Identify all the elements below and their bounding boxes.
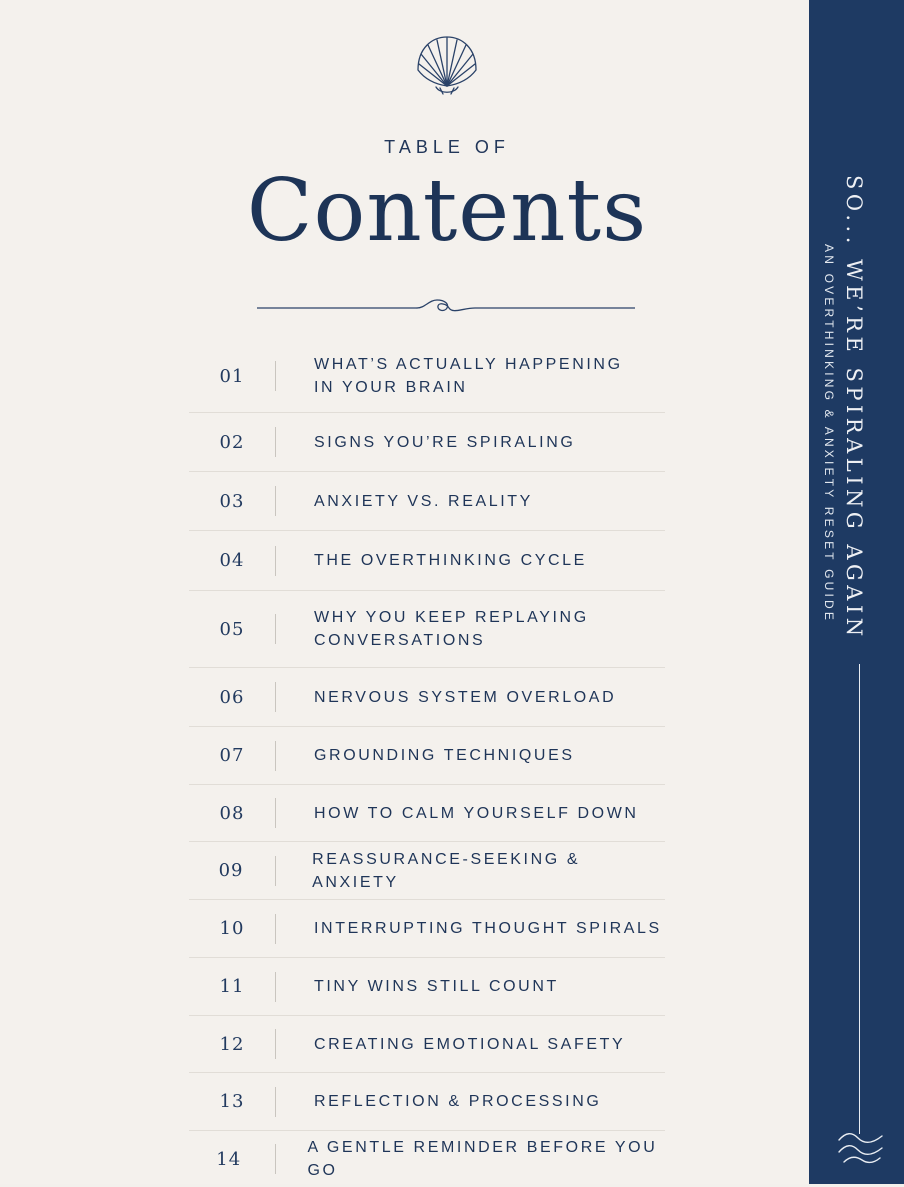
chapter-number: 03 <box>219 490 245 512</box>
chapter-title-line-2: IN YOUR BRAIN <box>314 379 468 396</box>
toc-row[interactable] <box>189 727 665 785</box>
toc-row[interactable] <box>189 1073 665 1131</box>
row-divider <box>275 741 276 771</box>
row-divider <box>275 914 276 944</box>
chapter-title: NERVOUS SYSTEM OVERLOAD <box>314 688 617 706</box>
chapter-number: 06 <box>219 686 245 708</box>
toc-row[interactable] <box>189 591 665 668</box>
toc-row[interactable] <box>189 842 665 900</box>
chapter-title: REFLECTION & PROCESSING <box>314 1093 602 1110</box>
row-divider <box>275 856 276 886</box>
chapter-title: THE OVERTHINKING CYCLE <box>314 552 587 569</box>
wave-divider-icon <box>257 292 635 318</box>
chapter-number: 14 <box>216 1148 242 1170</box>
waves-icon <box>836 1126 886 1166</box>
chapter-number: 08 <box>219 802 245 824</box>
toc-list <box>189 340 665 1187</box>
chapter-number: 05 <box>219 618 245 640</box>
row-divider <box>275 486 276 516</box>
row-divider <box>275 427 276 457</box>
chapter-number: 11 <box>219 976 245 997</box>
chapter-number: 04 <box>219 550 245 571</box>
chapter-title-line-1: WHY YOU KEEP REPLAYING <box>314 609 589 626</box>
row-divider <box>275 798 276 828</box>
toc-row[interactable] <box>189 1016 665 1073</box>
chapter-number: 02 <box>219 431 245 453</box>
toc-row[interactable] <box>189 785 665 842</box>
toc-row[interactable] <box>189 472 665 531</box>
chapter-number: 01 <box>219 365 245 387</box>
row-divider <box>275 361 276 391</box>
toc-row[interactable] <box>189 900 665 958</box>
chapter-title-line-2: CONVERSATIONS <box>314 632 486 649</box>
toc-row[interactable] <box>189 668 665 727</box>
chapter-title: A GENTLE REMINDER BEFORE YOU GO <box>307 1139 658 1179</box>
row-divider <box>275 972 276 1002</box>
chapter-title: ANXIETY VS. REALITY <box>314 492 533 510</box>
chapter-title: INTERRUPTING THOUGHT SPIRALS <box>314 920 662 937</box>
toc-row[interactable] <box>189 1131 665 1187</box>
toc-row[interactable] <box>189 531 665 591</box>
chapter-title: REASSURANCE-SEEKING & ANXIETY <box>312 850 581 891</box>
chapter-title: GROUNDING TECHNIQUES <box>314 747 575 764</box>
row-divider <box>275 1144 276 1174</box>
page-title: Contents <box>246 161 648 261</box>
chapter-number: 13 <box>219 1091 245 1112</box>
chapter-title-line-1: WHAT’S ACTUALLY HAPPENING <box>314 356 623 373</box>
sidebar-title: SO... WE’RE SPIRALING AGAIN <box>842 175 866 641</box>
kicker-text: TABLE OF <box>384 137 510 157</box>
row-divider <box>275 1087 276 1117</box>
row-divider <box>275 682 276 712</box>
chapter-title: CREATING EMOTIONAL SAFETY <box>314 1035 626 1053</box>
row-divider <box>275 1029 276 1059</box>
chapter-title <box>314 606 589 652</box>
sidebar-rule <box>859 664 860 1134</box>
toc-row[interactable] <box>189 958 665 1016</box>
row-divider <box>275 546 276 576</box>
chapter-title: TINY WINS STILL COUNT <box>314 978 559 995</box>
chapter-number: 09 <box>218 860 244 881</box>
sidebar-subtitle: AN OVERTHINKING & ANXIETY RESET GUIDE <box>822 244 836 624</box>
chapter-title: HOW TO CALM YOURSELF DOWN <box>314 804 639 822</box>
row-divider <box>275 614 276 644</box>
toc-row[interactable] <box>189 340 665 413</box>
chapter-number: 07 <box>219 745 245 766</box>
toc-row[interactable] <box>189 413 665 472</box>
seashell-icon <box>412 34 482 96</box>
chapter-title: SIGNS YOU’RE SPIRALING <box>314 433 576 451</box>
chapter-title <box>314 353 623 399</box>
chapter-number: 10 <box>219 918 245 939</box>
chapter-number: 12 <box>219 1033 245 1055</box>
